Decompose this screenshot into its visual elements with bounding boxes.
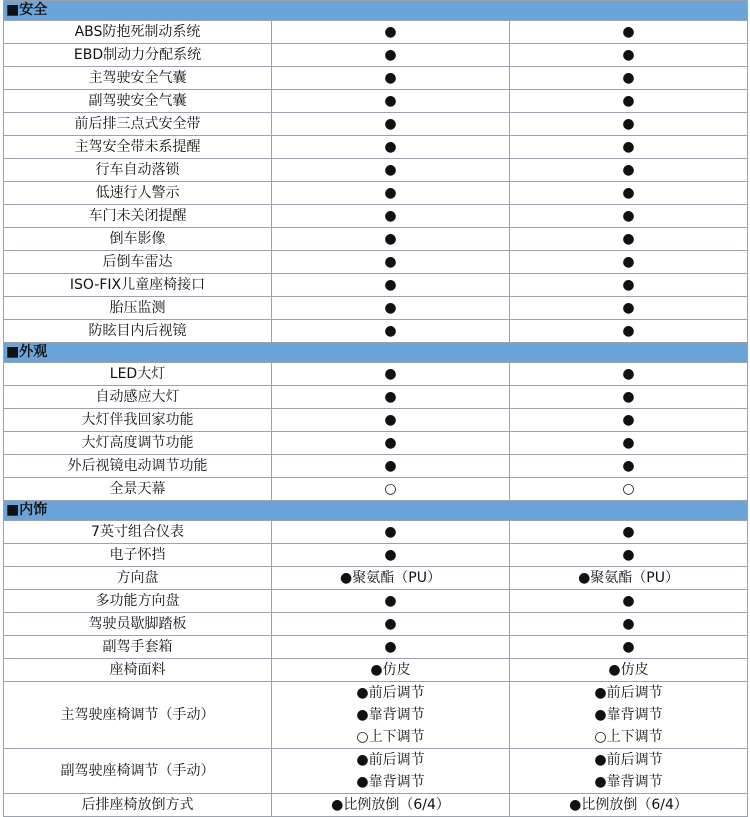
table-row bbox=[4, 159, 748, 182]
value-line: ● bbox=[384, 24, 397, 40]
value-line: ○上下调节 bbox=[594, 729, 663, 745]
table-row bbox=[4, 544, 748, 567]
value-line: ● bbox=[384, 639, 397, 655]
table-row bbox=[4, 182, 748, 205]
value-line: ●前后调节 bbox=[356, 685, 425, 701]
value-line: ● bbox=[384, 116, 397, 132]
value-line: ● bbox=[622, 616, 635, 632]
table-row bbox=[4, 21, 748, 44]
feature-label: 副驾手套箱 bbox=[4, 636, 272, 659]
value-line: ●仿皮 bbox=[370, 662, 411, 678]
value-cell-col2 bbox=[510, 455, 748, 478]
table-row bbox=[4, 794, 748, 817]
feature-label: EBD制动力分配系统 bbox=[4, 44, 272, 67]
feature-label: 方向盘 bbox=[4, 567, 272, 590]
table-row bbox=[4, 44, 748, 67]
table-row bbox=[4, 521, 748, 544]
value-line: ○ bbox=[384, 481, 397, 497]
value-line: ● bbox=[622, 412, 635, 428]
value-cell-col1 bbox=[272, 113, 510, 136]
value-cell-col2 bbox=[510, 67, 748, 90]
feature-label: 电子怀挡 bbox=[4, 544, 272, 567]
value-line: ● bbox=[622, 24, 635, 40]
value-cell-col1 bbox=[272, 590, 510, 613]
value-line: ● bbox=[622, 458, 635, 474]
feature-label: 大灯高度调节功能 bbox=[4, 432, 272, 455]
value-line: ● bbox=[622, 47, 635, 63]
value-cell-col1 bbox=[272, 251, 510, 274]
feature-label: 副驾驶安全气囊 bbox=[4, 90, 272, 113]
value-line: ● bbox=[622, 524, 635, 540]
value-cell-col2 bbox=[510, 567, 748, 590]
value-line: ● bbox=[622, 639, 635, 655]
table-row bbox=[4, 567, 748, 590]
value-cell-col1 bbox=[272, 320, 510, 343]
value-line: ● bbox=[622, 254, 635, 270]
value-line: ● bbox=[384, 254, 397, 270]
value-line: ● bbox=[384, 593, 397, 609]
value-line: ● bbox=[384, 524, 397, 540]
table-row bbox=[4, 297, 748, 320]
value-line: ● bbox=[622, 208, 635, 224]
value-cell-col2 bbox=[510, 90, 748, 113]
feature-label: 大灯伴我回家功能 bbox=[4, 409, 272, 432]
value-line: ●前后调节 bbox=[594, 685, 663, 701]
value-line: ● bbox=[622, 323, 635, 339]
value-cell-col2 bbox=[510, 136, 748, 159]
spec-table bbox=[3, 0, 748, 817]
value-line: ●靠背调节 bbox=[356, 774, 425, 790]
value-line: ● bbox=[384, 162, 397, 178]
value-line: ● bbox=[622, 70, 635, 86]
value-line: ● bbox=[622, 547, 635, 563]
section-title: ■内饰 bbox=[4, 501, 748, 521]
value-cell-col2 bbox=[510, 478, 748, 501]
section-title: ■安全 bbox=[4, 1, 748, 21]
feature-label: LED大灯 bbox=[4, 363, 272, 386]
value-line: ● bbox=[384, 231, 397, 247]
value-line: ● bbox=[622, 277, 635, 293]
value-line: ● bbox=[622, 185, 635, 201]
value-cell-col1 bbox=[272, 44, 510, 67]
table-row bbox=[4, 455, 748, 478]
value-line: ● bbox=[622, 300, 635, 316]
value-cell-col1 bbox=[272, 521, 510, 544]
value-cell-col2 bbox=[510, 636, 748, 659]
value-line: ● bbox=[622, 231, 635, 247]
value-cell-col1 bbox=[272, 613, 510, 636]
value-cell-col1 bbox=[272, 297, 510, 320]
value-line: ● bbox=[384, 47, 397, 63]
value-cell-col2 bbox=[510, 409, 748, 432]
value-line: ● bbox=[384, 616, 397, 632]
value-line: ● bbox=[622, 93, 635, 109]
feature-label: 防眩目内后视镜 bbox=[4, 320, 272, 343]
feature-label: 后排座椅放倒方式 bbox=[4, 794, 272, 817]
value-line: ●前后调节 bbox=[356, 752, 425, 768]
value-line: ● bbox=[622, 593, 635, 609]
table-row bbox=[4, 320, 748, 343]
value-line: ● bbox=[384, 208, 397, 224]
value-cell-col1 bbox=[272, 182, 510, 205]
feature-label: 前后排三点式安全带 bbox=[4, 113, 272, 136]
value-cell-col1 bbox=[272, 567, 510, 590]
value-cell-col2 bbox=[510, 228, 748, 251]
value-cell-col1 bbox=[272, 136, 510, 159]
value-cell-col1 bbox=[272, 274, 510, 297]
table-row bbox=[4, 590, 748, 613]
value-line: ● bbox=[622, 366, 635, 382]
value-cell-col1 bbox=[272, 432, 510, 455]
value-cell-col2 bbox=[510, 590, 748, 613]
table-row bbox=[4, 274, 748, 297]
feature-label: 行车自动落锁 bbox=[4, 159, 272, 182]
value-line: ● bbox=[384, 185, 397, 201]
value-cell-col1 bbox=[272, 682, 510, 749]
value-line: ● bbox=[384, 366, 397, 382]
value-line: ● bbox=[384, 93, 397, 109]
value-line: ●聚氨酯（PU） bbox=[340, 570, 441, 586]
feature-label: 主驾驶座椅调节（手动） bbox=[4, 682, 272, 749]
value-line: ●靠背调节 bbox=[594, 707, 663, 723]
value-cell-col2 bbox=[510, 113, 748, 136]
value-cell-col2 bbox=[510, 297, 748, 320]
value-cell-col1 bbox=[272, 409, 510, 432]
value-cell-col1 bbox=[272, 386, 510, 409]
value-cell-col2 bbox=[510, 21, 748, 44]
value-cell-col2 bbox=[510, 613, 748, 636]
value-cell-col1 bbox=[272, 794, 510, 817]
feature-label: 后倒车雷达 bbox=[4, 251, 272, 274]
feature-label: 自动感应大灯 bbox=[4, 386, 272, 409]
table-row bbox=[4, 136, 748, 159]
table-row bbox=[4, 478, 748, 501]
feature-label: 倒车影像 bbox=[4, 228, 272, 251]
value-cell-col1 bbox=[272, 636, 510, 659]
value-line: ● bbox=[384, 70, 397, 86]
value-line: ○上下调节 bbox=[356, 729, 425, 745]
feature-label: 胎压监测 bbox=[4, 297, 272, 320]
section-header bbox=[4, 1, 748, 21]
value-cell-col2 bbox=[510, 182, 748, 205]
value-line: ● bbox=[384, 139, 397, 155]
value-cell-col1 bbox=[272, 67, 510, 90]
value-cell-col1 bbox=[272, 228, 510, 251]
value-cell-col2 bbox=[510, 544, 748, 567]
value-cell-col1 bbox=[272, 205, 510, 228]
value-line: ● bbox=[384, 547, 397, 563]
feature-label: 座椅面料 bbox=[4, 659, 272, 682]
value-cell-col2 bbox=[510, 749, 748, 794]
table-row bbox=[4, 386, 748, 409]
value-cell-col1 bbox=[272, 159, 510, 182]
table-row bbox=[4, 432, 748, 455]
value-line: ● bbox=[384, 389, 397, 405]
feature-label: 7英寸组合仪表 bbox=[4, 521, 272, 544]
feature-label: 主驾安全带未系提醒 bbox=[4, 136, 272, 159]
value-cell-col2 bbox=[510, 159, 748, 182]
value-cell-col1 bbox=[272, 544, 510, 567]
value-cell-col2 bbox=[510, 44, 748, 67]
table-row bbox=[4, 613, 748, 636]
value-line: ● bbox=[384, 323, 397, 339]
value-cell-col1 bbox=[272, 478, 510, 501]
feature-label: 车门未关闭提醒 bbox=[4, 205, 272, 228]
value-cell-col2 bbox=[510, 432, 748, 455]
value-line: ●比例放倒（6/4） bbox=[331, 797, 450, 813]
table-row bbox=[4, 90, 748, 113]
value-cell-col2 bbox=[510, 320, 748, 343]
value-line: ●前后调节 bbox=[594, 752, 663, 768]
section-header bbox=[4, 501, 748, 521]
value-cell-col2 bbox=[510, 682, 748, 749]
value-cell-col2 bbox=[510, 274, 748, 297]
table-row bbox=[4, 113, 748, 136]
value-cell-col2 bbox=[510, 205, 748, 228]
value-line: ● bbox=[384, 412, 397, 428]
feature-label: 驾驶员歇脚踏板 bbox=[4, 613, 272, 636]
table-row bbox=[4, 636, 748, 659]
spec-table-body bbox=[4, 1, 748, 817]
value-cell-col1 bbox=[272, 363, 510, 386]
feature-label: 主驾驶安全气囊 bbox=[4, 67, 272, 90]
table-row bbox=[4, 659, 748, 682]
value-cell-col2 bbox=[510, 386, 748, 409]
table-row bbox=[4, 363, 748, 386]
value-cell-col2 bbox=[510, 363, 748, 386]
value-line: ● bbox=[622, 139, 635, 155]
table-row bbox=[4, 67, 748, 90]
value-cell-col1 bbox=[272, 90, 510, 113]
value-cell-col2 bbox=[510, 794, 748, 817]
table-row bbox=[4, 251, 748, 274]
value-line: ● bbox=[384, 458, 397, 474]
table-row bbox=[4, 205, 748, 228]
feature-label: 低速行人警示 bbox=[4, 182, 272, 205]
value-cell-col1 bbox=[272, 21, 510, 44]
value-line: ● bbox=[622, 389, 635, 405]
feature-label: 全景天幕 bbox=[4, 478, 272, 501]
value-line: ● bbox=[384, 435, 397, 451]
value-line: ●聚氨酯（PU） bbox=[578, 570, 679, 586]
value-line: ●仿皮 bbox=[608, 662, 649, 678]
value-line: ●比例放倒（6/4） bbox=[569, 797, 688, 813]
value-line: ● bbox=[622, 435, 635, 451]
table-row bbox=[4, 228, 748, 251]
section-header bbox=[4, 343, 748, 363]
section-title: ■外观 bbox=[4, 343, 748, 363]
value-line: ● bbox=[384, 300, 397, 316]
value-line: ●靠背调节 bbox=[356, 707, 425, 723]
value-cell-col1 bbox=[272, 749, 510, 794]
table-row bbox=[4, 749, 748, 794]
feature-label: ABS防抱死制动系统 bbox=[4, 21, 272, 44]
value-cell-col1 bbox=[272, 659, 510, 682]
value-line: ● bbox=[622, 116, 635, 132]
value-line: ○ bbox=[622, 481, 635, 497]
feature-label: 外后视镜电动调节功能 bbox=[4, 455, 272, 478]
feature-label: 副驾驶座椅调节（手动） bbox=[4, 749, 272, 794]
value-line: ●靠背调节 bbox=[594, 774, 663, 790]
feature-label: 多功能方向盘 bbox=[4, 590, 272, 613]
table-row bbox=[4, 409, 748, 432]
value-line: ● bbox=[384, 277, 397, 293]
value-cell-col2 bbox=[510, 659, 748, 682]
table-row bbox=[4, 682, 748, 749]
feature-label: ISO-FIX儿童座椅接口 bbox=[4, 274, 272, 297]
value-cell-col2 bbox=[510, 251, 748, 274]
value-line: ● bbox=[622, 162, 635, 178]
value-cell-col2 bbox=[510, 521, 748, 544]
value-cell-col1 bbox=[272, 455, 510, 478]
